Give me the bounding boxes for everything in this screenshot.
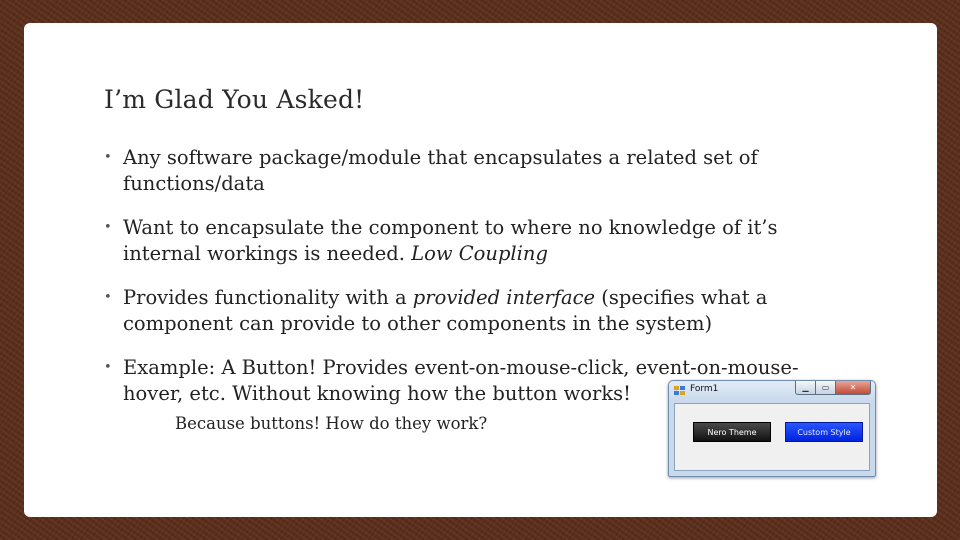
window-controls	[796, 381, 871, 395]
bullet-text: Any software package/module that encapsulates a related set of functions/data	[123, 146, 758, 195]
bullet-dot: •	[104, 150, 112, 165]
slide-panel	[24, 23, 937, 517]
minimize-icon[interactable]: ▁	[795, 381, 816, 395]
bullet-item	[104, 215, 844, 267]
bullet-text-continued: (specifies what a component can provide to other components in the system)	[123, 286, 768, 335]
sub-point: Because buttons! How do they work?	[175, 414, 488, 433]
form-app-icon	[674, 386, 685, 395]
bullet-text: Example: A Button! Provides event-on-mouse-click, event-on-mouse-hover, etc. Without knowing how the button works!	[123, 356, 799, 405]
form-window-screenshot	[668, 380, 876, 477]
bullet-text: Provides functionality with a	[123, 286, 413, 309]
bullet-text: Want to encapsulate the component to where no knowledge of it’s internal workings is needed.	[123, 216, 778, 265]
window-title: Form1	[690, 384, 719, 394]
bullet-item	[104, 145, 844, 197]
nero-theme-button[interactable]: Nero Theme	[693, 422, 771, 442]
custom-style-button[interactable]: Custom Style	[785, 422, 863, 442]
maximize-icon[interactable]: ▭	[815, 381, 836, 395]
bullet-dot: •	[104, 360, 112, 375]
bullet-item	[104, 285, 844, 337]
bullet-dot: •	[104, 220, 112, 235]
close-icon[interactable]: ✕	[835, 381, 871, 395]
bullet-dot: •	[104, 290, 112, 305]
window-client-area	[674, 403, 870, 471]
slide-title: I’m Glad You Asked!	[104, 85, 365, 114]
bullet-emphasis: Low Coupling	[411, 242, 548, 265]
bullet-emphasis: provided interface	[412, 286, 596, 309]
